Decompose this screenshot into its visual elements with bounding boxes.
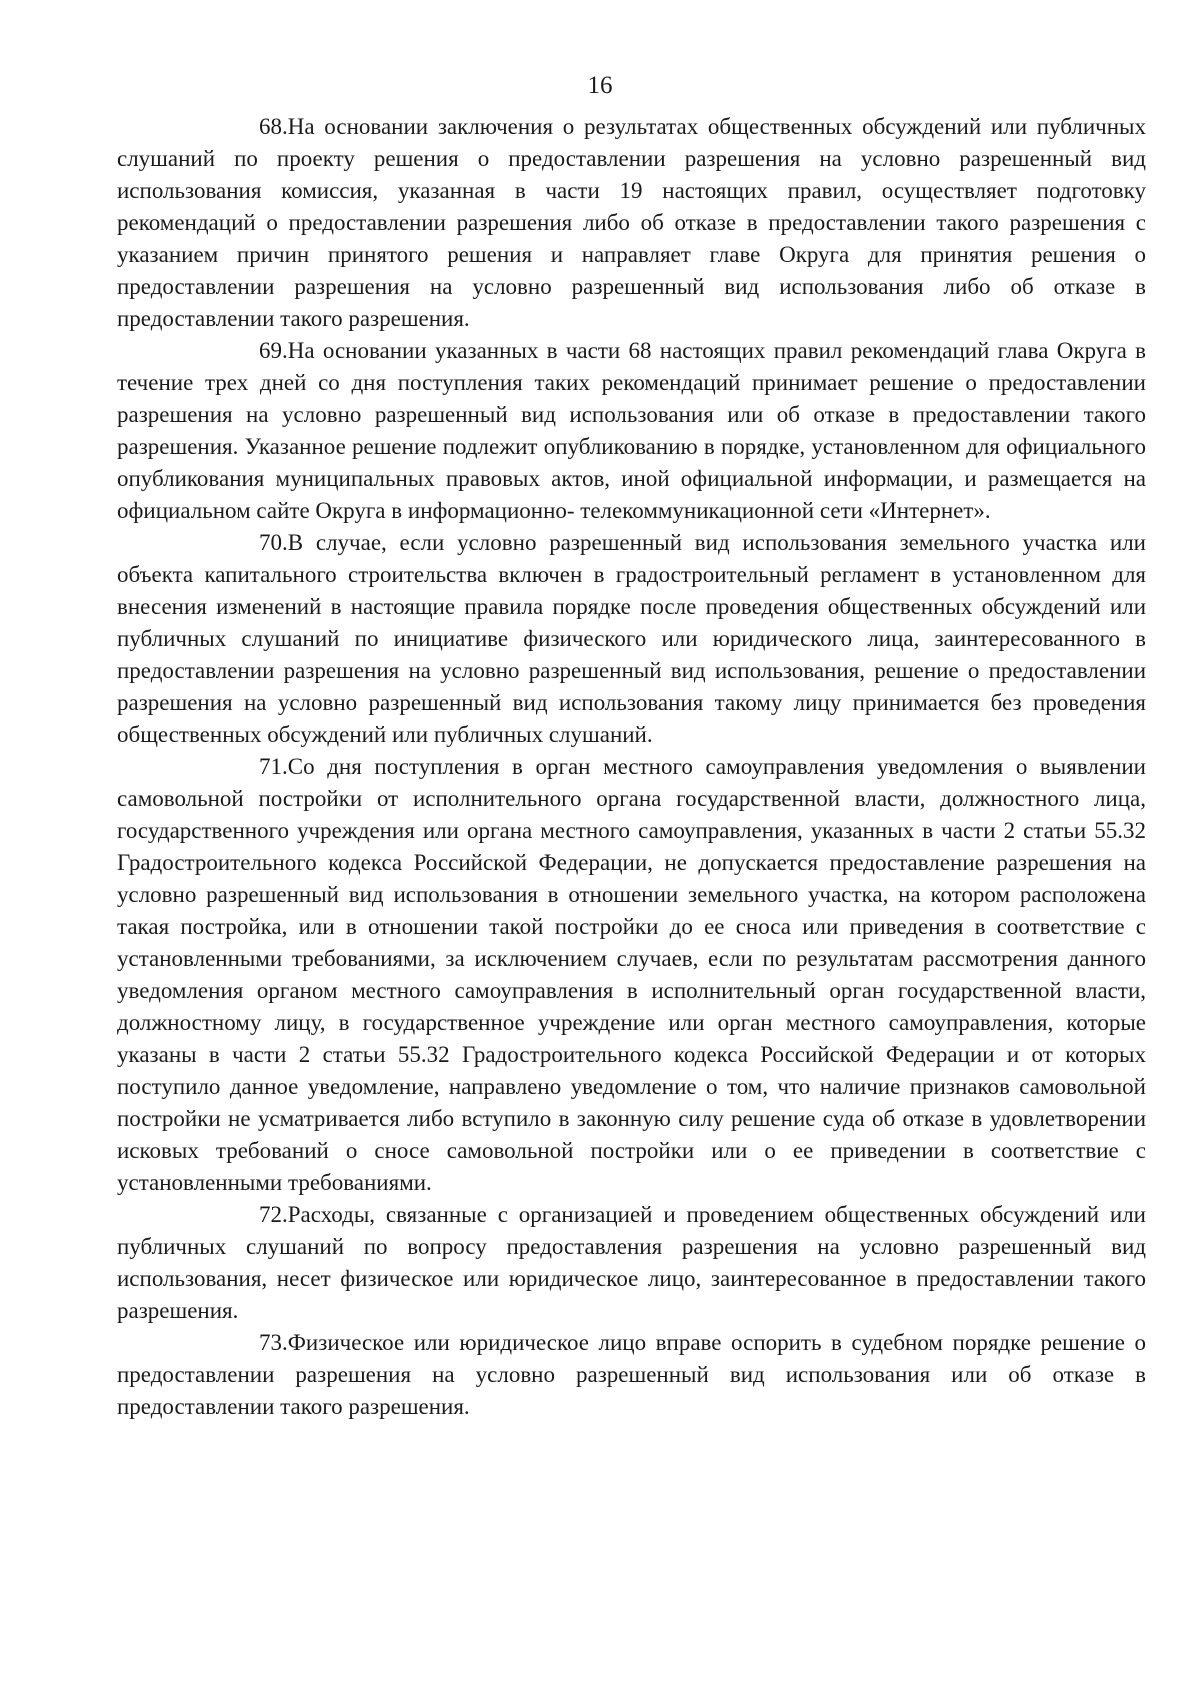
paragraph-69 [117,335,1146,527]
page-number: 16 [587,72,613,99]
paragraph-number: 69. [259,338,288,363]
paragraph-70 [117,527,1146,751]
paragraph-71 [117,751,1146,1199]
paragraph-68 [117,111,1146,335]
paragraph-number: 70. [259,530,288,555]
paragraph-text: В случае, если условно разрешенный вид использования земельного участка или объекта капитального строительства включен в градостроительный регламент в установленном для внесения изменений в настоящие правила порядке после проведения общественных обсуждений или публичных слушаний по инициативе физического или юридического лица, заинтересованного в предоставлении разрешения на условно разрешенный вид использования, решение о предоставлении разрешения на условно разрешенный вид использования такому лицу принимается без проведения общественных обсуждений или публичных слушаний. [117,530,1146,747]
paragraph-text: Физическое или юридическое лицо вправе оспорить в судебном порядке решение о предоставлении разрешения на условно разрешенный вид использования или об отказе в предоставлении такого разрешения. [117,1330,1146,1419]
document-body [117,111,1146,1423]
paragraph-number: 68. [259,114,288,139]
paragraph-number: 72. [259,1202,288,1227]
paragraph-text: Расходы, связанные с организацией и проведением общественных обсуждений или публичных слушаний по вопросу предоставления разрешения на условно разрешенный вид использования, несет физическое или юридическое лицо, заинтересованное в предоставлении такого разрешения. [117,1202,1146,1323]
paragraph-73 [117,1327,1146,1423]
paragraph-number: 73. [259,1330,288,1355]
paragraph-text: Со дня поступления в орган местного самоуправления уведомления о выявлении самовольной постройки от исполнительного органа государственной власти, должностного лица, государственного учреждения или органа местного самоуправления, указанных в части 2 статьи 55.32 Градостроительного кодекса Российской Федерации, не допускается предоставление разрешения на условно разрешенный вид использования в отношении земельного участка, на котором расположена такая постройка, или в отношении такой постройки до ее сноса или приведения в соответствие с установленными требованиями, за исключением случаев, если по результатам рассмотрения данного уведомления органом местного самоуправления в исполнительный орган государственной власти, должностному лицу, в государственное учреждение или орган местного самоуправления, которые указаны в части 2 статьи 55.32 Градостроительного кодекса Российской Федерации и от которых поступило данное уведомление, направлено уведомление о том, что наличие признаков самовольной постройки не усматривается либо вступило в законную силу решение суда об отказе в удовлетворении исковых требований о сносе самовольной постройки или о ее приведении в соответствие с установленными требованиями. [117,754,1146,1195]
paragraph-text: На основании указанных в части 68 настоящих правил рекомендаций глава Округа в течение трех дней со дня поступления таких рекомендаций принимает решение о предоставлении разрешения на условно разрешенный вид использования или об отказе в предоставлении такого разрешения. Указанное решение подлежит опубликованию в порядке, установленном для официального опубликования муниципальных правовых актов, иной официальной информации, и размещается на официальном сайте Округа в информационно- телекоммуникационной сети «Интернет». [117,338,1146,523]
paragraph-72 [117,1199,1146,1327]
paragraph-text: На основании заключения о результатах общественных обсуждений или публичных слушаний по проекту решения о предоставлении разрешения на условно разрешенный вид использования комиссия, указанная в части 19 настоящих правил, осуществляет подготовку рекомендаций о предоставлении разрешения либо об отказе в предоставлении такого разрешения с указанием причин принятого решения и направляет главе Округа для принятия решения о предоставлении разрешения на условно разрешенный вид использования либо об отказе в предоставлении такого разрешения. [117,114,1146,331]
paragraph-number: 71. [259,754,288,779]
